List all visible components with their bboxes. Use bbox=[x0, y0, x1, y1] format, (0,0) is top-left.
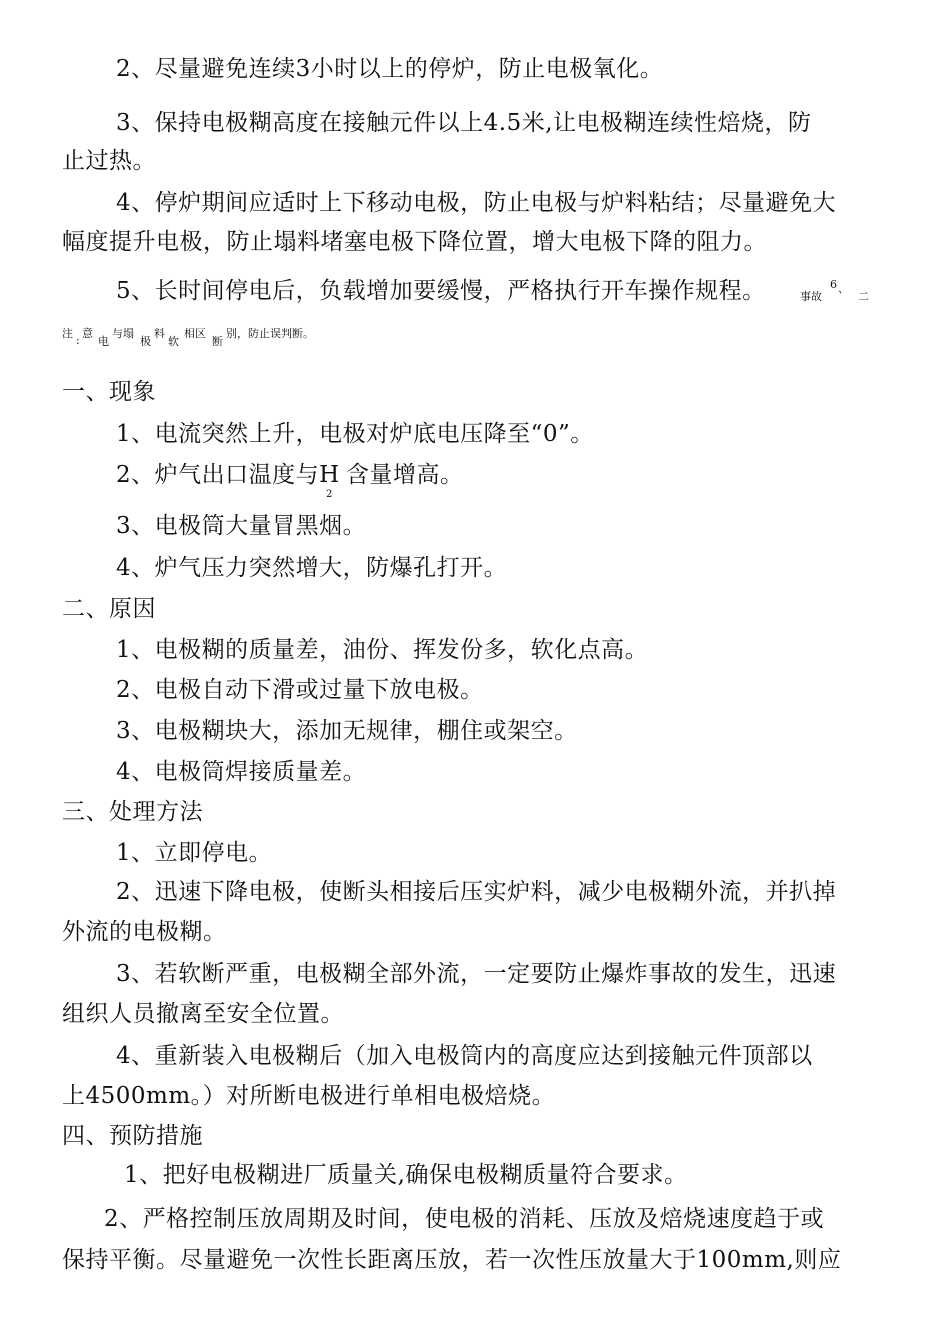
text-line: 2、电极自动下滑或过量下放电极。 bbox=[116, 677, 484, 703]
section-heading: 二、原因 bbox=[62, 596, 156, 622]
section-heading: 三、处理方法 bbox=[62, 799, 203, 825]
fragment-text: 意 bbox=[82, 327, 93, 340]
text-line: 外流的电极糊。 bbox=[62, 919, 227, 945]
text-line: 幅度提升电极，防止塌料堵塞电极下降位置，增大电极下降的阻力。 bbox=[62, 229, 767, 255]
text-line: 4、电极筒焊接质量差。 bbox=[116, 759, 367, 785]
fragment-text: 6 bbox=[830, 278, 837, 291]
text-line: 3、若软断严重，电极糊全部外流，一定要防止爆炸事故的发生，迅速 bbox=[116, 961, 837, 987]
section-heading: 四、预防措施 bbox=[62, 1123, 203, 1149]
fragment-text: 二 bbox=[858, 290, 869, 303]
fragment-text: 、 bbox=[838, 282, 849, 295]
fragment-text: : bbox=[76, 334, 80, 347]
fragment-text: 极 bbox=[140, 335, 151, 348]
text-line: 2、尽量避免连续3小时以上的停炉，防止电极氧化。 bbox=[116, 56, 664, 82]
text-line: 2、迅速下降电极，使断头相接后压实炉料，减少电极糊外流，并扒掉 bbox=[116, 879, 837, 905]
text-line: 3、电极糊块大，添加无规律，棚住或架空。 bbox=[116, 718, 578, 744]
fragment-text: 电 bbox=[98, 335, 109, 348]
text-line: 5、长时间停电后，负载增加要缓慢，严格执行开车操作规程。 bbox=[116, 278, 766, 304]
text-line: 组织人员撤离至安全位置。 bbox=[62, 1001, 344, 1027]
text-line: 含量增高。 bbox=[346, 462, 464, 488]
subscript: 2 bbox=[326, 489, 333, 500]
fragment-text: 料 bbox=[154, 327, 165, 340]
text-line: 4、重新装入电极糊后（加入电极筒内的高度应达到接触元件顶部以 bbox=[116, 1043, 813, 1069]
text-line: 止过热。 bbox=[62, 148, 156, 174]
fragment-text: 事故 bbox=[800, 290, 822, 303]
fragment-text: 与塌 bbox=[112, 327, 134, 340]
text-line: 3、电极筒大量冒黑烟。 bbox=[116, 513, 367, 539]
text-line: 1、电流突然上升，电极对炉底电压降至“0”。 bbox=[116, 421, 594, 447]
fragment-text: 断 bbox=[212, 335, 223, 348]
text-line: 4、炉气压力突然增大，防爆孔打开。 bbox=[116, 555, 508, 581]
text-line: 2、严格控制压放周期及时间，使电极的消耗、压放及焙烧速度趋于或 bbox=[104, 1206, 825, 1232]
text-line: 保持平衡。尽量避免一次性长距离压放，若一次性压放量大于100mm,则应 bbox=[62, 1247, 842, 1273]
fragment-text: 相区 bbox=[184, 327, 206, 340]
text-line: 1、把好电极糊进厂质量关,确保电极糊质量符合要求。 bbox=[124, 1162, 688, 1188]
text-line: 2、炉气出口温度与H bbox=[116, 462, 340, 488]
fragment-text: 注 bbox=[62, 327, 73, 340]
text-line: 1、立即停电。 bbox=[116, 840, 273, 866]
section-heading: 一、现象 bbox=[62, 379, 156, 405]
text-line: 1、电极糊的质量差，油份、挥发份多，软化点高。 bbox=[116, 637, 649, 663]
text-line: 4、停炉期间应适时上下移动电极，防止电极与炉料粘结；尽量避免大 bbox=[116, 190, 837, 216]
fragment-text: 软 bbox=[168, 335, 179, 348]
text-line: 上4500mm。）对所断电极进行单相电极焙烧。 bbox=[62, 1083, 556, 1109]
fragment-text: 别，防止误判断。 bbox=[226, 327, 314, 340]
text-line: 3、保持电极糊高度在接触元件以上4.5米,让电极糊连续性焙烧，防 bbox=[116, 110, 812, 136]
